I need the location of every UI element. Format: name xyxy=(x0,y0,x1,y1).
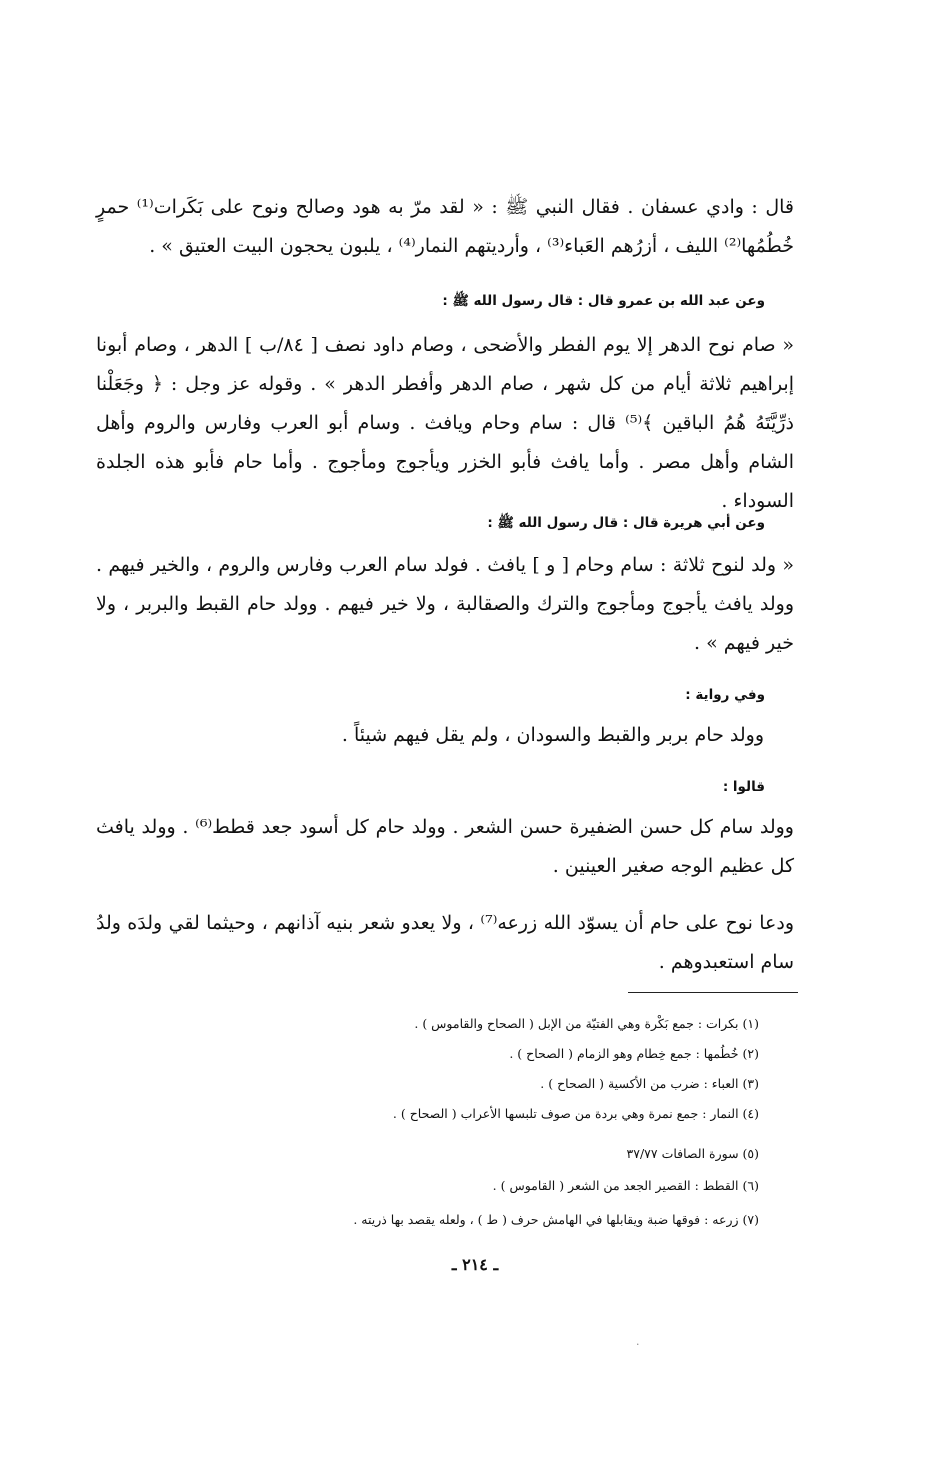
heading-qalu: قالوا : xyxy=(722,779,765,795)
heading-abu-hurayra: وعن أبي هريرة قال : قال رسول الله ﷺ : xyxy=(487,515,765,531)
heading-riwaya: وفي رواية : xyxy=(685,687,765,703)
footnote-separator xyxy=(628,992,798,993)
paragraph-4: وولد حام بربر والقبط والسودان ، ولم يقل فيهم شيئاً . xyxy=(341,724,764,746)
paragraph-2: « صام نوح الدهر إلا يوم الفطر والأضحى ، وصام داود نصف [ ٨٤/ب ] الدهر ، وصام أبونا إبراهيم ثلاثة أيام من كل شهر ، صام الدهر وأفطر الدهر » . وقوله عز وجل : ﴿ وجَعَلْنا ذرِّيَّتَهُ هُمُ الباقين ﴾⁽⁵⁾ قال : سام وحام ويافث . وسام أبو العرب وفارس والروم وأهل الشام وأهل مصر . وأما يافث فأبو الخزر ويأجوج ومأجوج . وأما حام فأبو هذه الجلدة السوداء . xyxy=(96,334,794,512)
scan-speck: · xyxy=(636,1338,640,1351)
footnote-5: (٥) سورة الصافات ٣٧/٧٧ xyxy=(626,1146,759,1161)
footnote-3: (٣) العباء : ضرب من الأكسية ( الصحاح ) . xyxy=(540,1076,759,1091)
footnote-4: (٤) النمار : جمع نمرة وهي بردة من صوف تلبسها الأعراب ( الصحاح ) . xyxy=(392,1106,759,1121)
paragraph-5: وولد سام كل حسن الضفيرة حسن الشعر . وولد حام كل أسود جعد قطط⁽⁶⁾ . وولد يافث كل عظيم الوجه صغير العينين . xyxy=(96,816,794,877)
paragraph-1: قال : وادي عسفان . فقال النبي ﷺ : « لقد مرّ به هود وصالح ونوح على بَكَرات⁽¹⁾ حمرٍ خُطُمُها⁽²⁾ الليف ، أزرُهم العَباء⁽³⁾ ، وأرديتهم النمار⁽⁴⁾ ، يلبون يحجون البيت العتيق » . xyxy=(96,196,795,257)
paragraph-6: ودعا نوح على حام أن يسوّد الله زرعه⁽⁷⁾ ، ولا يعدو شعر بنيه آذانهم ، وحيثما لقي ولدَه ولدُ سام استعبدوهم . xyxy=(96,912,794,973)
heading-abdullah-ibn-amr: وعن عبد الله بن عمرو قال : قال رسول الله ﷺ : xyxy=(442,293,765,309)
page-number: ـ ٢١٤ ـ xyxy=(451,1255,499,1274)
footnote-2: (٢) خُطُمها : جمع خِطام وهو الزمام ( الصحاح ) . xyxy=(509,1046,759,1061)
footnote-7: (٧) زرعه : فوقها ضبة ويقابلها في الهامش حرف ( ط ) ، ولعله يقصد بها ذريته . xyxy=(353,1212,759,1227)
paragraph-3: « ولد لنوح ثلاثة : سام وحام [ و ] يافث . فولد سام العرب وفارس والروم ، والخير فيهم . وولد يافث يأجوج ومأجوج والترك والصقالبة ، ولا خير فيهم . وولد حام القبط والبربر ، ولا خير فيهم » . xyxy=(96,554,794,654)
footnote-6: (٦) القطط : القصير الجعد من الشعر ( القاموس ) . xyxy=(492,1178,759,1193)
footnote-1: (١) بكرات : جمع بَكْرة وهي الفتيّة من الإبل ( الصحاح والقاموس ) . xyxy=(414,1016,759,1031)
